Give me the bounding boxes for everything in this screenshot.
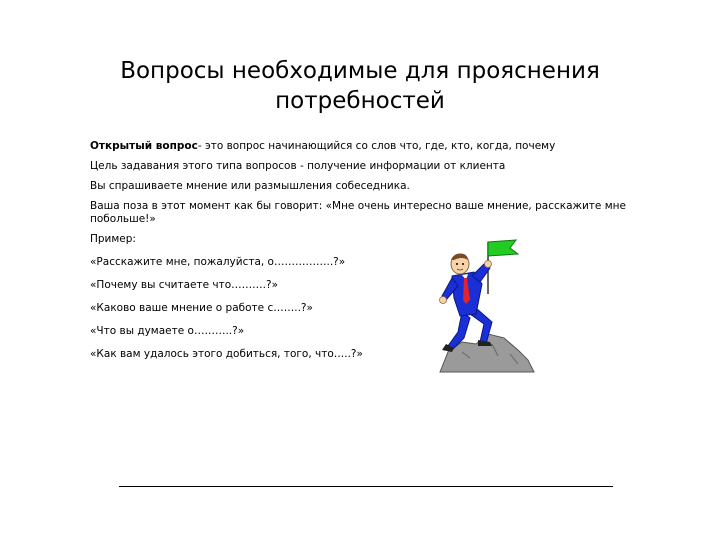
climber-illustration (418, 234, 538, 374)
open-question-paragraph (90, 140, 650, 153)
ask-paragraph: Вы спрашиваете мнение или размышления собеседника. (90, 180, 410, 192)
example-item: «Каково ваше мнение о работе с……..?» (90, 302, 313, 314)
example-item: «Что вы думаете о………..?» (90, 325, 245, 337)
example-label: Пример: (90, 233, 136, 245)
content-body (90, 140, 650, 371)
climber-with-flag-icon (418, 234, 538, 374)
page-title (90, 56, 630, 116)
example-item: «Почему вы считаете что……….?» (90, 279, 279, 291)
title-line-1: Вопросы необходимые для прояснения (120, 58, 600, 84)
pose-paragraph: Ваша поза в этот момент как бы говорит: «Мне очень интересно ваше мнение, расскажите мне побольше!» (90, 200, 626, 225)
title-line-2: потребностей (275, 88, 445, 114)
open-question-definition: - это вопрос начинающийся со слов что, где, кто, когда, почему (197, 140, 556, 152)
bottom-divider (119, 486, 613, 487)
example-item: «Как вам удалось этого добиться, того, что…..?» (90, 348, 363, 360)
example-item: «Расскажите мне, пожалуйста, о……………..?» (90, 256, 346, 268)
open-question-term: Открытый вопрос (90, 140, 198, 152)
goal-paragraph: Цель задавания этого типа вопросов - получение информации от клиента (90, 160, 506, 172)
